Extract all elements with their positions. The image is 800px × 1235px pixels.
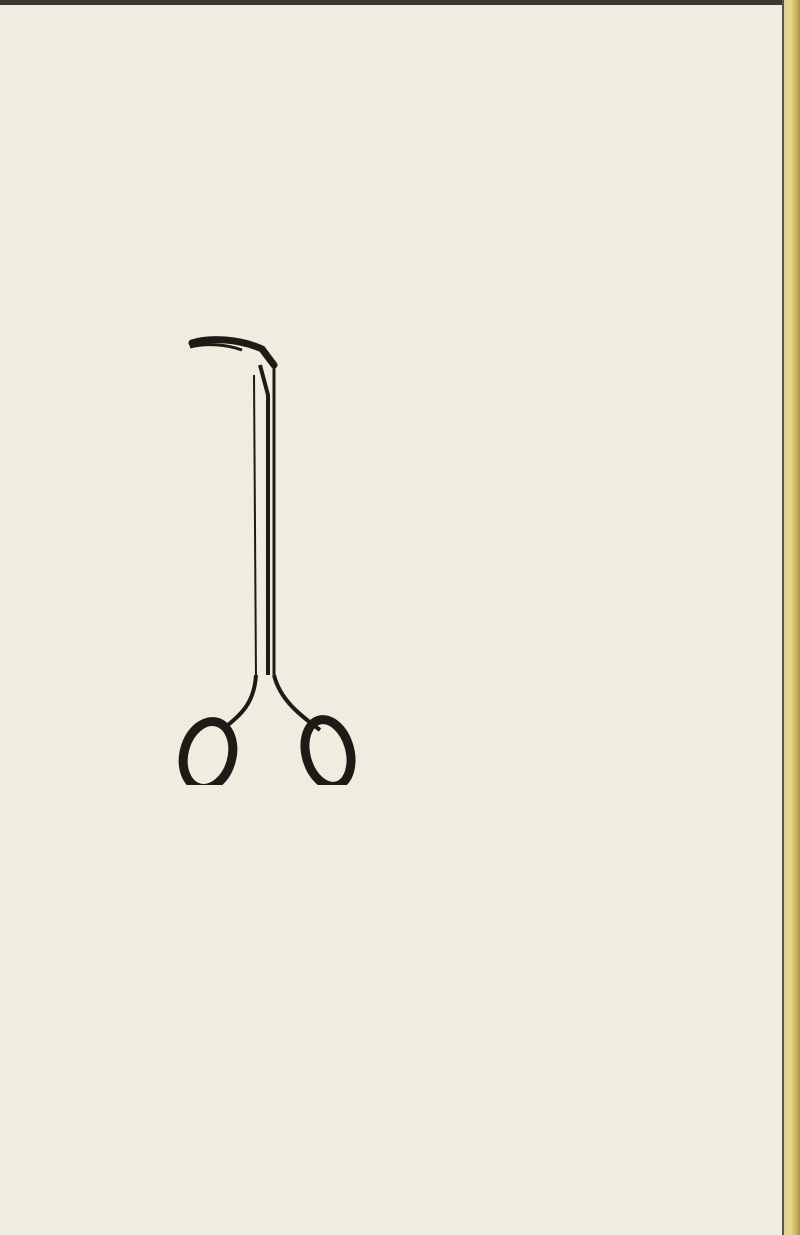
laryngeal-forceps-illustration <box>170 335 360 785</box>
page-top-edge <box>0 0 800 5</box>
book-edge <box>784 0 800 1235</box>
